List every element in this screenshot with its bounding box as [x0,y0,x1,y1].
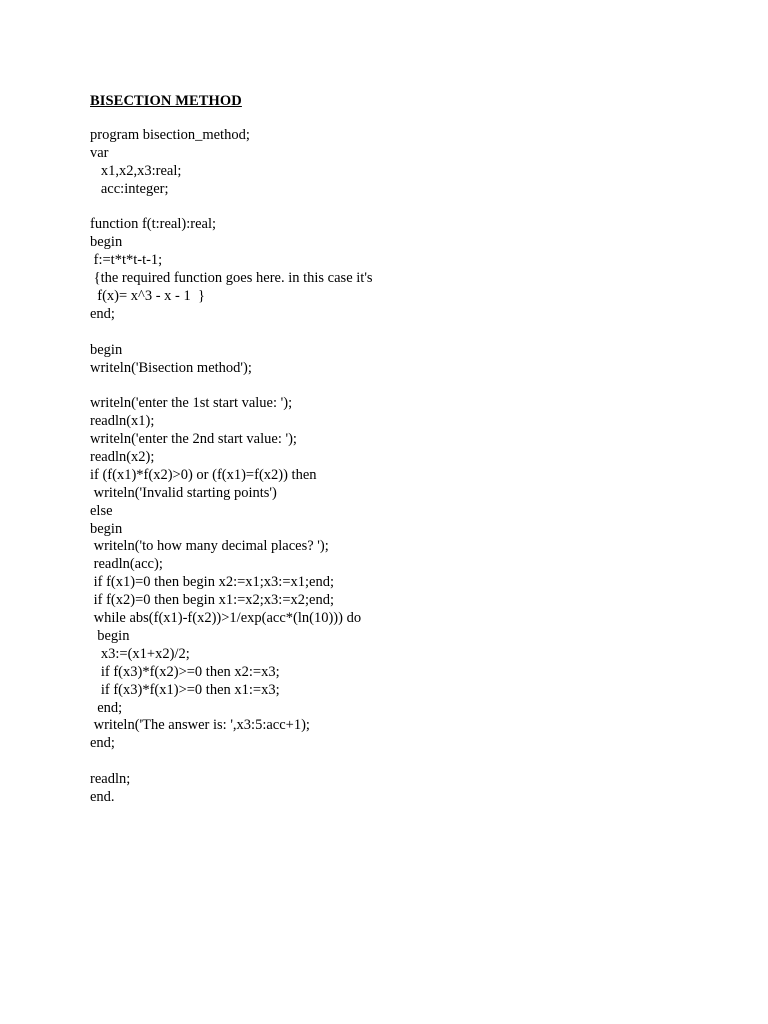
code-line: if f(x3)*f(x2)>=0 then x2:=x3; [90,663,280,680]
code-line: begin [90,627,130,644]
code-line: if f(x2)=0 then begin x1:=x2;x3:=x2;end; [90,592,335,609]
code-line: begin [90,234,123,251]
code-line: program bisection_method; [90,127,250,143]
code-line: if (f(x1)*f(x2)>0) or (f(x1)=f(x2)) then [90,466,317,483]
code-line [90,377,730,395]
code-line: {the required function goes here. in this case it's [90,270,373,287]
code-line: end. [90,788,115,805]
code-line: end; [90,699,123,716]
code-line [90,199,730,217]
document-page [90,91,730,807]
code-line: x1,x2,x3:real; [90,162,182,179]
code-line: function f(t:real):real; [90,216,217,233]
code-listing [90,127,730,807]
code-line: while abs(f(x1)-f(x2))>1/exp(acc*(ln(10))) do [90,610,362,627]
code-line: x3:=(x1+x2)/2; [90,645,190,662]
code-line: if f(x1)=0 then begin x2:=x1;x3:=x1;end; [90,574,335,591]
code-line: begin [90,341,123,358]
code-line [90,753,730,771]
code-line [90,324,730,342]
code-line: end; [90,305,115,322]
code-line: writeln('enter the 2nd start value: '); [90,431,297,448]
code-line: f:=t*t*t-t-1; [90,252,163,269]
code-line: readln(x1); [90,413,155,430]
code-line: writeln('Invalid starting points') [90,484,277,501]
code-line: writeln('to how many decimal places? '); [90,538,329,555]
code-line: if f(x3)*f(x1)>=0 then x1:=x3; [90,681,280,698]
code-line: readln(acc); [90,556,163,573]
code-line: readln; [90,771,131,788]
code-line: f(x)= x^3 - x - 1 } [90,288,205,305]
code-line: acc:integer; [90,180,169,197]
document-title: BISECTION METHOD [90,93,242,109]
code-line: writeln('The answer is: ',x3:5:acc+1); [90,717,310,734]
code-line: writeln('enter the 1st start value: '); [90,395,293,412]
code-line: end; [90,735,115,752]
code-line: begin [90,520,123,537]
code-line: else [90,502,113,519]
code-line: writeln('Bisection method'); [90,359,252,376]
code-line: var [90,144,109,161]
code-line: readln(x2); [90,449,155,466]
